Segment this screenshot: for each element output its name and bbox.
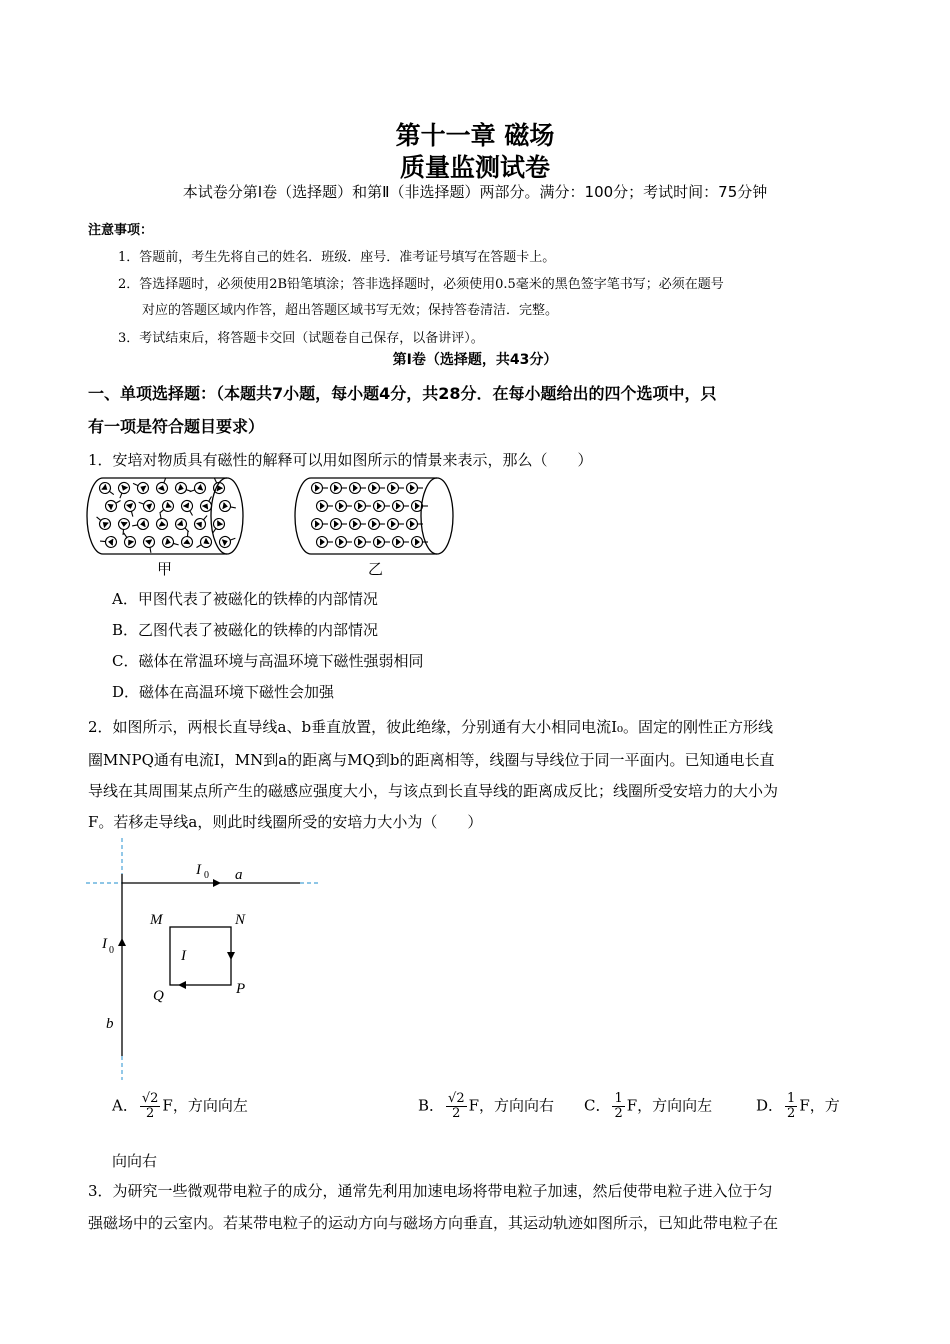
molecular-current-loop	[369, 519, 386, 530]
label-p: P	[236, 981, 246, 997]
molecular-current-loop	[350, 519, 367, 530]
label-i0-b-sub: 0	[109, 945, 114, 956]
option-b-text: F，方向向右	[468, 1096, 555, 1115]
q2-option-d	[756, 1092, 840, 1121]
fraction-denominator: 2	[145, 1106, 155, 1121]
molecular-current-loop	[374, 537, 391, 548]
molecular-current-loop	[331, 519, 348, 530]
molecular-current-loop	[194, 534, 214, 552]
molecular-current-loop	[188, 481, 207, 497]
notice-item-2-cont: 对应的答题区域内作答，超出答题区域书写无效；保持答卷清洁．完整。	[142, 303, 559, 318]
molecular-current-loop	[131, 478, 151, 495]
notice-item-2: 2．答选择题时，必须使用2B铅笔填涂；答非选择题时，必须使用0.5毫米的黑色签字笔书写；必须在题号	[118, 277, 724, 292]
molecular-current-loop	[131, 518, 149, 532]
molecular-current-loop	[137, 497, 156, 513]
page-subtitle: 质量监测试卷	[399, 153, 550, 182]
option-c-label: C．	[584, 1096, 611, 1115]
q2-option-d-wrap: 向向右	[112, 1152, 158, 1170]
molecular-current-loop	[119, 530, 137, 550]
label-i0-a: I	[196, 862, 201, 878]
molecular-current-loop	[179, 498, 197, 518]
molecular-current-loop	[393, 501, 410, 512]
option-d-label: D．	[756, 1096, 784, 1115]
option-b-label: B．	[418, 1096, 445, 1115]
molecular-current-loop	[355, 501, 372, 512]
option-a-fraction	[140, 1092, 161, 1121]
label-i: I	[181, 948, 186, 964]
exam-info: 本试卷分第Ⅰ卷（选择题）和第Ⅱ（非选择题）两部分。满分：100分；考试时间：75分钟	[182, 183, 768, 201]
molecular-current-loop	[155, 512, 169, 530]
molecular-current-loop	[219, 500, 237, 514]
page-title: 第十一章 磁场	[395, 121, 555, 150]
option-c-text: F，方向向左	[626, 1096, 713, 1115]
molecular-current-loop	[388, 483, 405, 494]
option-c-fraction	[612, 1092, 624, 1121]
q2-option-a	[112, 1092, 248, 1121]
q2-line4: F。若移走导线a，则此时线圈所受的安培力大小为（ ）	[88, 813, 483, 831]
label-b: b	[106, 1016, 114, 1032]
molecular-current-loop	[350, 483, 367, 494]
option-b-fraction	[446, 1092, 467, 1121]
q3-line2: 强磁场中的云室内。若某带电粒子的运动方向与磁场方向垂直，其运动轨迹如图所示，已知此带电粒子在	[88, 1214, 779, 1232]
molecular-current-loop	[331, 483, 348, 494]
option-a-text: F，方向向左	[162, 1096, 248, 1115]
label-q: Q	[153, 988, 164, 1004]
q2-line2: 圈MNPQ通有电流I，MN到a的距离与MQ到b的距离相等，线圈与导线位于同一平面内。已知通电长直	[88, 751, 775, 769]
q1-figure	[85, 474, 465, 582]
option-a-label: A．	[112, 1096, 138, 1115]
molecular-current-loop	[161, 535, 180, 550]
molecular-current-loop	[312, 483, 329, 494]
fig-label-jia: 甲	[157, 562, 173, 578]
molecular-current-loop	[97, 480, 117, 499]
fraction-denominator: 2	[452, 1106, 461, 1121]
molecular-current-loop	[155, 476, 171, 495]
molecular-current-loop	[218, 533, 237, 549]
q1-option-b: B．乙图代表了被磁化的铁棒的内部情况	[112, 621, 379, 639]
label-i0-b: I	[102, 936, 107, 952]
molecular-current-loop	[336, 501, 353, 512]
q2-option-c	[584, 1092, 712, 1121]
fraction-numerator: 1	[614, 1091, 623, 1106]
molecular-current-loop	[123, 499, 138, 518]
option-d-fraction	[785, 1092, 797, 1121]
molecular-current-loop	[174, 481, 193, 497]
molecular-current-loop	[369, 483, 386, 494]
molecular-current-loop	[393, 537, 410, 548]
q1-stem: 1．安培对物质具有磁性的解释可以用如图所示的情景来表示，那么（ ）	[88, 451, 593, 469]
notice-heading: 注意事项：	[88, 223, 154, 238]
molecular-current-loop	[388, 519, 405, 530]
fraction-numerator: √2	[448, 1091, 465, 1106]
q2-line1: 2．如图所示，两根长直导线a、b垂直放置，彼此绝缘，分别通有大小相同电流I₀。固定的刚性正方形线	[88, 718, 774, 736]
fraction-numerator: 1	[787, 1091, 796, 1106]
molecular-current-loop	[407, 483, 424, 494]
molecular-current-loop	[192, 512, 211, 532]
q2-option-b	[418, 1092, 554, 1121]
molecular-current-loop	[103, 496, 123, 514]
molecular-current-loop	[181, 531, 193, 548]
molecular-current-loop	[412, 537, 429, 548]
molecular-current-loop	[317, 501, 334, 512]
q3-line1: 3．为研究一些微观带电粒子的成分，通常先利用加速电场将带电粒子加速，然后使带电粒子进入位于匀	[88, 1182, 773, 1200]
q1-option-a: A．甲图代表了被磁化的铁棒的内部情况	[112, 590, 378, 608]
q1-option-c: C．磁体在常温环境与高温环境下磁性强弱相同	[112, 652, 424, 670]
molecular-current-loop	[374, 501, 391, 512]
molecular-current-loop	[100, 536, 117, 548]
notice-item-1: 1．答题前，考生先将自己的姓名．班级．座号．准考证号填写在答题卡上。	[118, 250, 556, 265]
q1-option-d: D．磁体在高温环境下磁性会加强	[112, 683, 335, 701]
molecular-current-loop	[412, 501, 429, 512]
molecular-current-loop	[317, 537, 334, 548]
fraction-denominator: 2	[787, 1106, 796, 1121]
molecular-current-loop	[143, 536, 157, 554]
molecular-current-loop	[173, 516, 192, 535]
label-i0-a-sub: 0	[204, 870, 209, 881]
section1-line1: 一、单项选择题：（本题共7小题，每小题4分，共28分．在每小题给出的四个选项中，只	[88, 384, 717, 403]
label-n: N	[235, 912, 246, 928]
molecular-current-loop	[312, 519, 329, 530]
molecular-current-loop	[118, 518, 130, 535]
fraction-denominator: 2	[614, 1106, 623, 1121]
molecular-current-loop	[115, 481, 131, 500]
molecular-current-loop	[355, 537, 372, 548]
molecular-current-loop	[93, 513, 113, 532]
label-a: a	[235, 867, 243, 883]
fraction-numerator: √2	[141, 1091, 159, 1106]
label-m: M	[150, 912, 163, 928]
q2-figure	[80, 838, 330, 1083]
molecular-current-loop	[156, 498, 176, 517]
notice-item-3: 3．考试结束后，将答题卡交回（试题卷自己保存，以备讲评）。	[118, 331, 484, 346]
part1-heading: 第Ⅰ卷（选择题，共43分）	[392, 352, 558, 368]
q2-line3: 导线在其周围某点所产生的磁感应强度大小，与该点到长直导线的距离成反比；线圈所受安培力的大小为	[88, 782, 779, 800]
molecular-current-loop	[336, 537, 353, 548]
fig-label-yi: 乙	[368, 562, 384, 578]
option-d-text: F，方	[799, 1096, 840, 1115]
section1-line2: 有一项是符合题目要求）	[88, 417, 265, 436]
